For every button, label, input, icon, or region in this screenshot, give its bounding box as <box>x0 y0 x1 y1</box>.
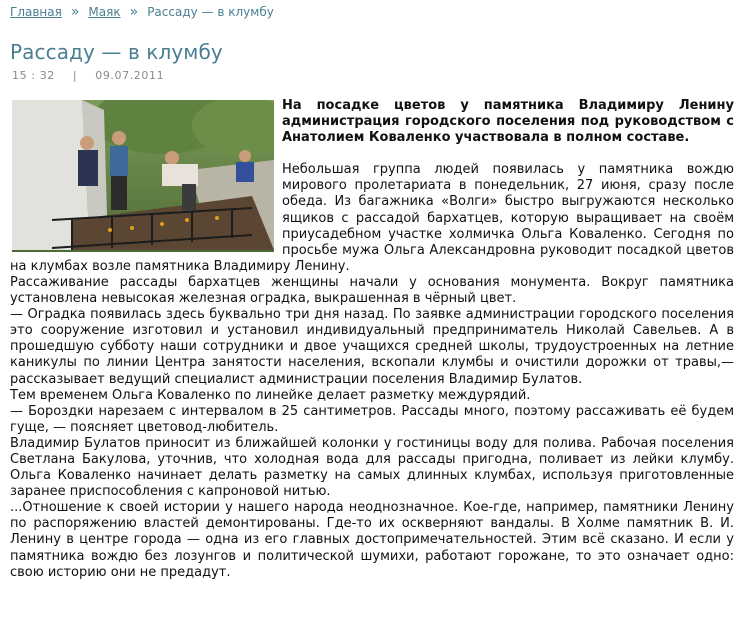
article-time: 15 : 32 <box>12 69 55 82</box>
article-paragraph: Рассаживание рассады бархатцев женщины начали у основания монумента. Вокруг памятника установлена невысокая железная оградка, выкрашенная в чёрный цвет. <box>10 274 734 307</box>
article-photo <box>12 100 274 252</box>
breadcrumb-separator: » <box>70 4 80 20</box>
article-paragraph: — Бороздки нарезаем с интервалом в 25 сантиметров. Рассады много, поэтому рассаживать её будем гуще, — поясняет цветовод-любитель. <box>10 403 734 435</box>
photo-illustration <box>12 100 274 252</box>
article-paragraph: Небольшая группа людей появилась у памятника вождю мирового пролетариата в понедельник, 27 июня, сразу после обеда. Из багажника «Волги» быстро выгружаются несколько ящиков с рассадой бархатцев, которую выращивает на своём приусадебном участке холмичка Ольга Коваленко. Сегодня по просьбе мужа Ольга Александровна руководит посадкой цветов на клумбах возле памятника Владимиру Ленину. <box>10 162 734 274</box>
article-lead: На посадке цветов у памятника Владимиру Ленину администрация городского поселения под руководством с Анатолием Коваленко участвовала в полном составе. <box>282 98 734 146</box>
article-body <box>10 98 734 581</box>
article-paragraph: — Оградка появилась здесь буквально три дня назад. По заявке администрации городского поселения это сооружение изготовил и установил индивидуальный предприниматель Николай Савельев. А в прошедшую субботу наши сотрудники и двое учащихся средней школы, трудоустроенных на летние каникулы по линии Центра занятости населения, вскопали клумбы и очистили дорожки от травы,— рассказывает ведущий специалист администрации поселения Владимир Булатов. <box>10 307 734 387</box>
meta-separator: | <box>72 69 78 82</box>
article-date: 09.07.2011 <box>95 69 165 82</box>
article-paragraph: Тем временем Ольга Коваленко по линейке делает разметку междурядий. <box>10 387 531 403</box>
breadcrumb <box>10 4 274 20</box>
breadcrumb-separator: » <box>129 4 139 20</box>
breadcrumb-current: Рассаду — в клумбу <box>147 5 274 19</box>
breadcrumb-home-link[interactable]: Главная <box>10 5 62 19</box>
breadcrumb-section-link[interactable]: Маяк <box>88 5 121 19</box>
article-meta <box>12 69 164 82</box>
page-title: Рассаду — в клумбу <box>10 40 223 64</box>
article-paragraph: ...Отношение к своей истории у нашего народа неоднозначное. Кое-где, например, памятники Ленину по распоряжению властей демонтированы. Где-то их оскверняют вандалы. В Холме памятник В. И. Ленину в центре города — одна из его главных достопримечательностей. Этим всё сказано. И если у памятника вождю без лозунгов и политической шумихи, работают горожане, то это означает одно: свою историю они не предадут. <box>10 500 734 580</box>
article-paragraph: Владимир Булатов приносит из ближайшей колонки у гостиницы воду для полива. Рабочая поселения Светлана Бакулова, уточнив, что холодная вода для рассады пригодна, поливает из лейки клумбу. Ольга Коваленко начинает делать разметку на самых длинных клумбах, используя приготовленные заранее приспособления с капроновой нитью. <box>10 435 734 500</box>
